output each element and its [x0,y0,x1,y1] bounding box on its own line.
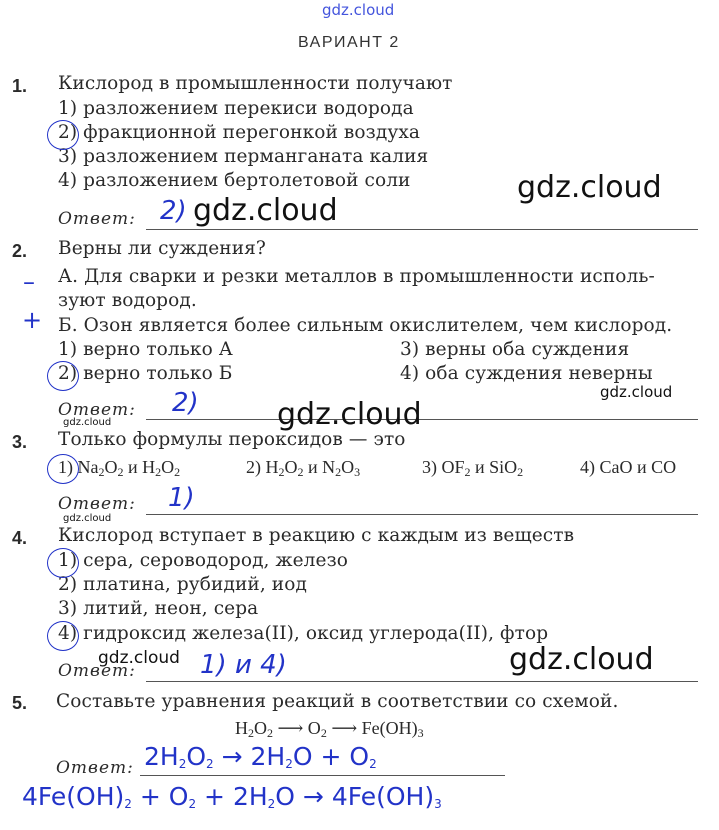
answer-line [146,514,698,515]
option-formula: 4) CaO и CO [580,457,677,477]
option: 3) верны оба суждения [400,339,630,360]
handwritten-answer: 1) [168,483,195,513]
option-formula: 1) $Na_2O_2$ и $H_2O_2$ [58,457,181,479]
handwritten-answer: 2) [160,196,187,226]
question-number: 3. [12,432,28,452]
question-number: 4. [12,528,28,548]
answer-circle [47,361,79,391]
answer-circle [47,621,79,651]
answer-circle [47,454,79,484]
option-formula: 3) $OF_2$ и SiO$_2$ [422,457,524,479]
watermark: gdz.cloud [600,383,673,401]
watermark: gdz.cloud [193,193,338,228]
question-text: Кислород в промышленности получают [58,73,453,94]
watermark: gdz.cloud [63,513,112,524]
answer-label: Ответ: [58,494,136,514]
option: 4) оба суждения неверны [400,363,653,384]
option: 2) платина, рубидий, иод [58,574,307,595]
answer-line [140,775,505,776]
answer-circle [47,548,79,578]
answer-label: Ответ: [56,758,134,778]
question-number: 2. [12,241,28,261]
question-text: Составьте уравнения реакций в соответствии со схемой. [56,691,619,712]
question-text: Верны ли суждения? [58,238,266,259]
watermark-top: gdz.cloud [322,1,395,19]
question-text: Только формулы пероксидов — это [58,429,406,450]
handwritten-answer: 2) [172,388,199,418]
option: 3) разложением перманганата калия [58,146,429,167]
option: 1) разложением перекиси водорода [58,98,414,119]
question-number: 5. [12,693,28,713]
handwritten-answer: 1) и 4) [200,650,287,680]
option: 1) сера, сероводород, железо [58,550,349,571]
option: 4) гидроксид железа(II), оксид углерода(II), фтор [58,623,549,644]
watermark: gdz.cloud [517,170,662,205]
handwritten-equation-2: $4Fe(OH)_2 + O_2 + 2H_2O \to 4Fe(OH)_3$ [22,782,442,811]
answer-label: Ответ: [58,400,136,420]
watermark: gdz.cloud [277,397,422,432]
question-text: Кислород вступает в реакцию с каждым из веществ [58,525,575,546]
answer-label: Ответ: [58,209,136,229]
answer-line [146,229,698,230]
question-number: 1. [12,76,28,96]
handwritten-mark: – [23,268,35,296]
answer-line [146,419,698,420]
answer-circle [47,120,79,150]
option: 2) фракционной перегонкой воздуха [58,122,420,143]
answer-label: Ответ: [58,661,136,681]
variant-title: ВАРИАНТ 2 [298,34,400,51]
handwritten-equation-1: $2H_2O_2 \to 2H_2O + O_2$ [144,742,377,771]
statement-b: Б. Озон является более сильным окислителем, чем кислород. [58,315,673,336]
option: 3) литий, неон, сера [58,598,259,619]
watermark: gdz.cloud [63,417,112,428]
option-formula: 2) $H_2O_2$ и $N_2O_3$ [246,457,361,479]
option: 2) верно только Б [58,363,233,384]
watermark: gdz.cloud [98,648,180,668]
option: 1) верно только А [58,339,233,360]
statement-a: А. Для сварки и резки металлов в промышленности исполь- [58,266,655,287]
answer-line [146,681,698,682]
reaction-scheme: $H_2O_2$ ⟶ $O_2$ ⟶ $Fe(OH)_3$ [235,718,424,740]
handwritten-mark: + [22,306,43,334]
option: 4) разложением бертолетовой соли [58,170,411,191]
statement-a-continued: зуют водород. [58,290,197,311]
watermark: gdz.cloud [509,642,654,677]
